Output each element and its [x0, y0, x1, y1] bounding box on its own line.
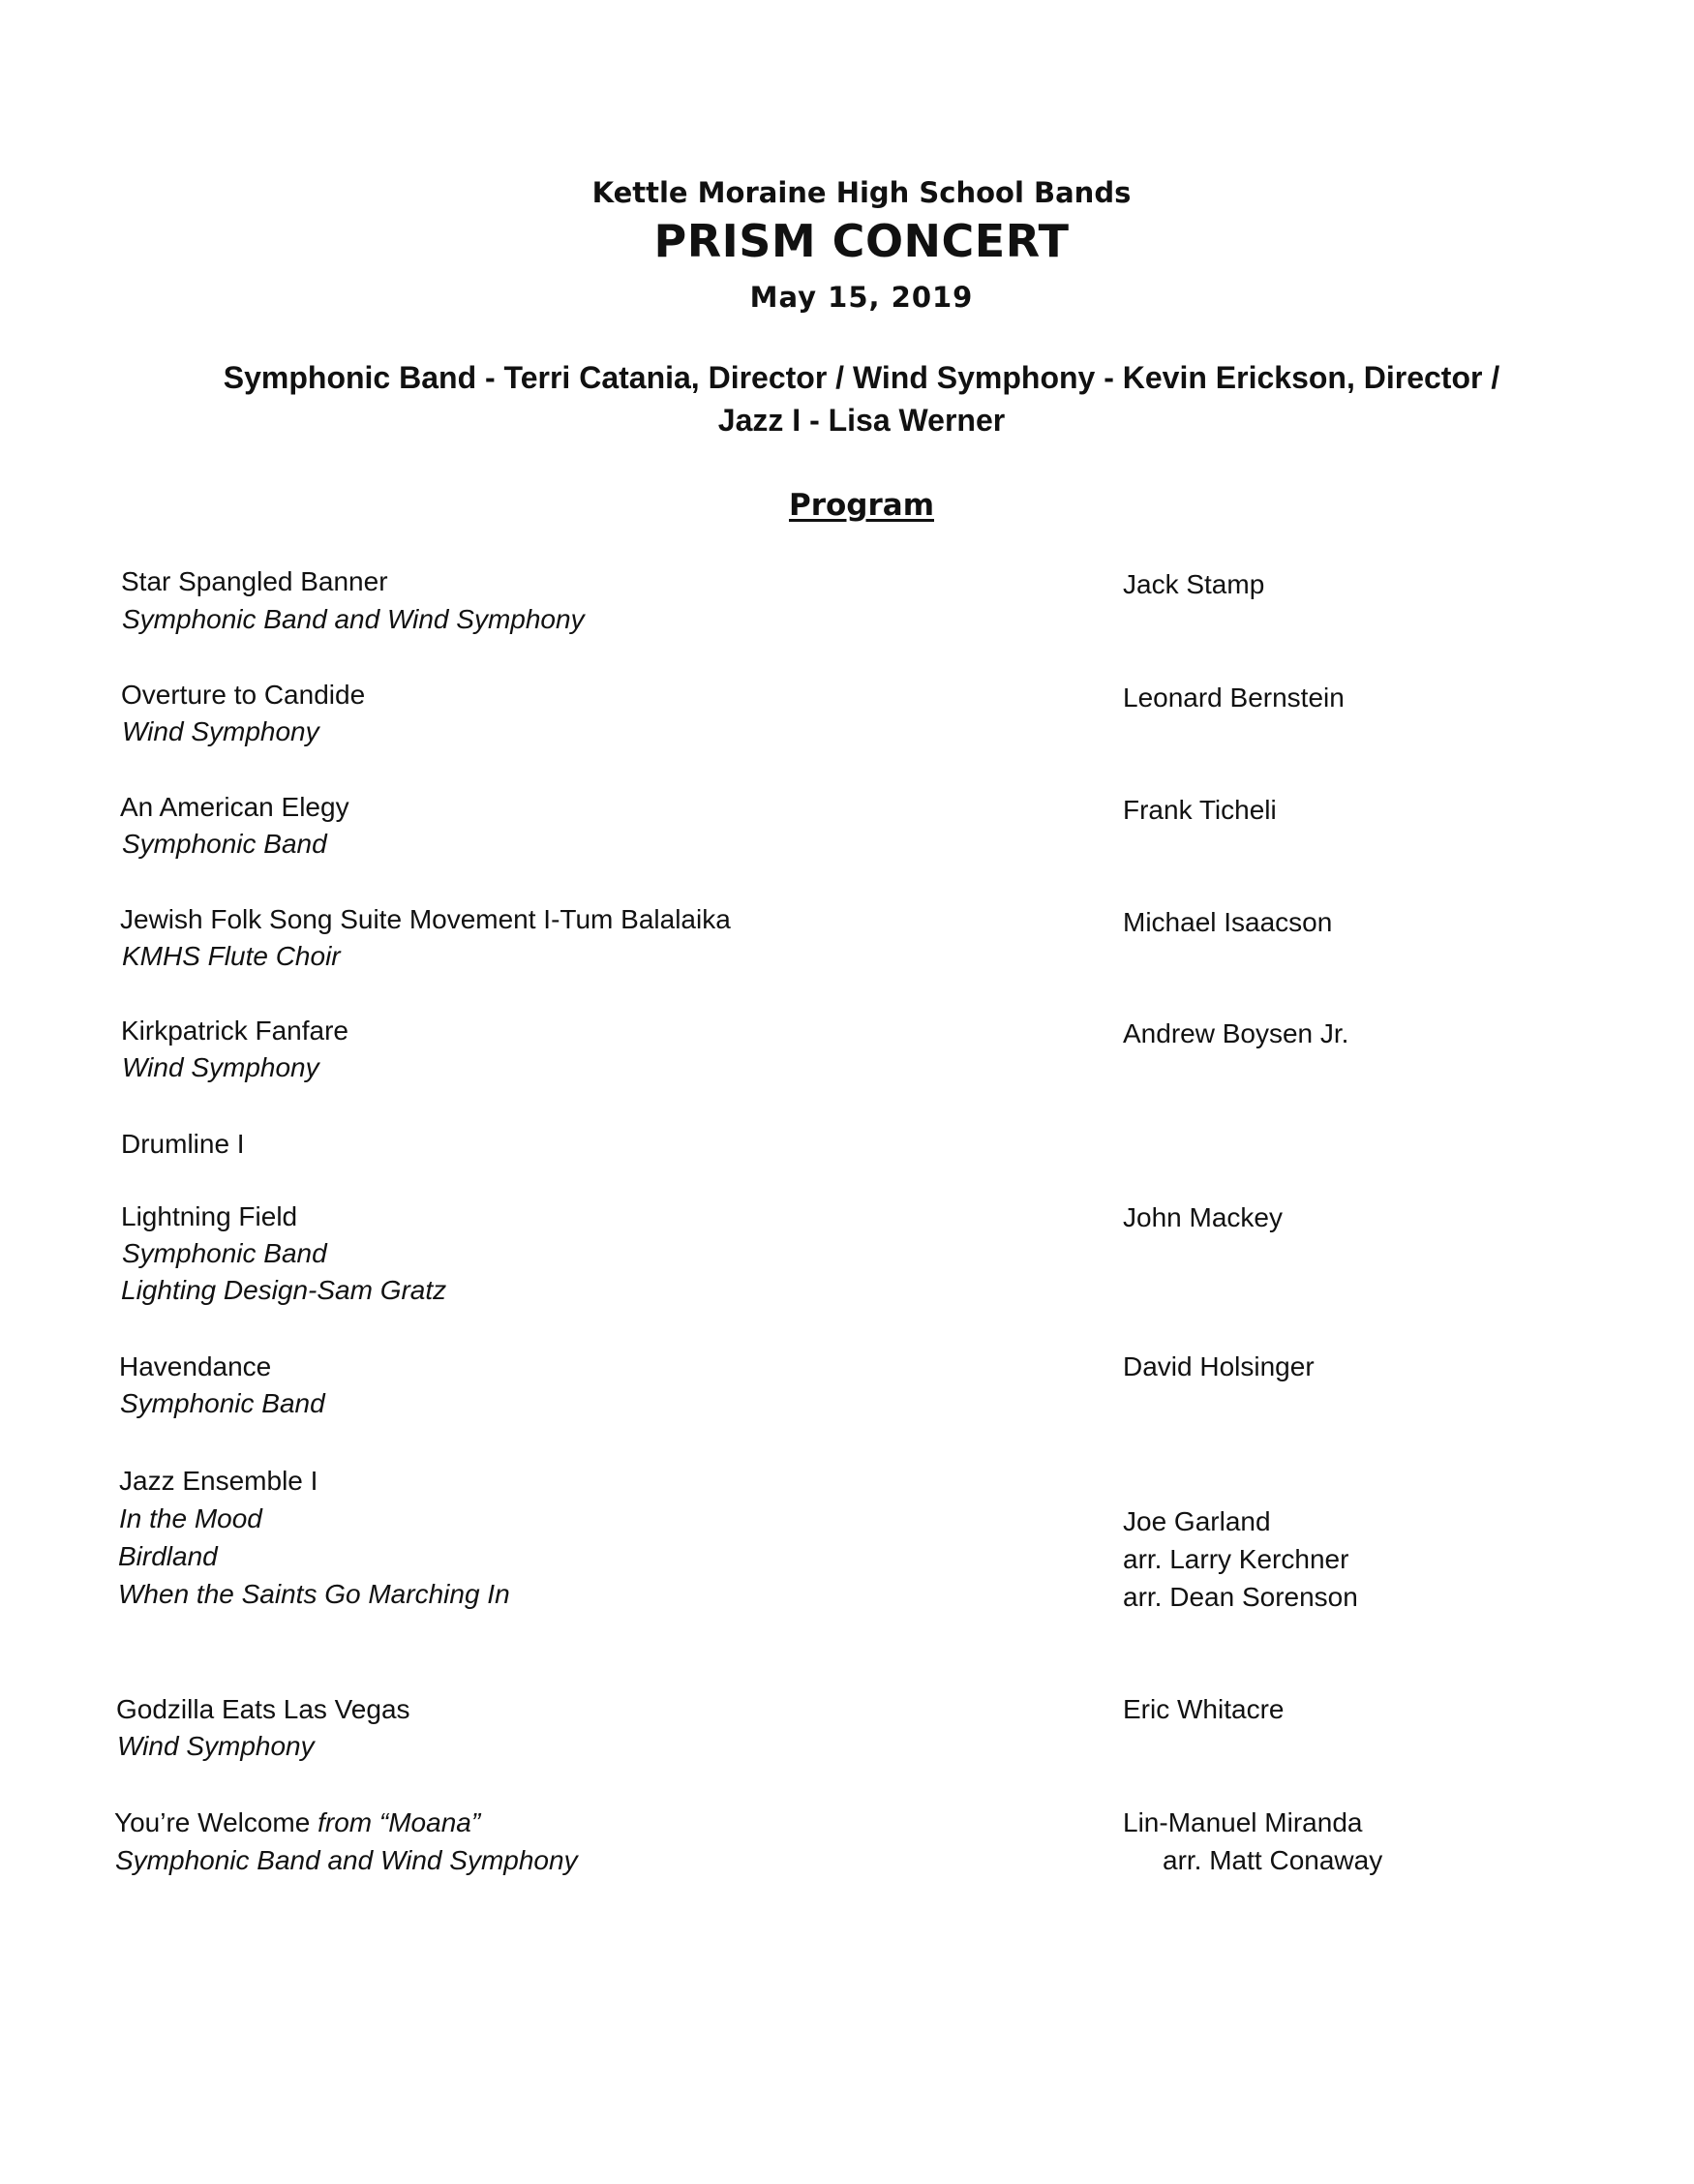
program-item-title: Star Spangled Banner	[121, 566, 388, 596]
program-item-performer: Wind Symphony	[122, 716, 319, 746]
program-item-title: Jewish Folk Song Suite Movement I-Tum Balalaika	[120, 904, 731, 934]
program-item-composer: David Holsinger	[1123, 1351, 1315, 1381]
program-piece-name: In the Mood	[119, 1503, 262, 1533]
program-item-performer: Symphonic Band	[120, 1388, 325, 1418]
program-item-performer: Symphonic Band and Wind Symphony	[115, 1845, 578, 1875]
program-item-title: An American Elegy	[120, 792, 349, 822]
program-item-title: Drumline I	[121, 1129, 245, 1159]
program-piece-name: When the Saints Go Marching In	[118, 1579, 510, 1609]
program-item-performer: Wind Symphony	[117, 1731, 315, 1761]
program-item-title-line	[114, 1807, 480, 1838]
program-item-composer: Jack Stamp	[1123, 569, 1265, 599]
program-item-composer: Andrew Boysen Jr.	[1123, 1018, 1349, 1048]
program-item-title: You’re Welcome	[114, 1807, 311, 1837]
program-item-composer: Michael Isaacson	[1123, 907, 1333, 937]
concert-date: May 15, 2019	[749, 281, 974, 314]
program-piece-composer: arr. Dean Sorenson	[1123, 1582, 1358, 1612]
program-item-title: Lightning Field	[121, 1201, 298, 1231]
program-item-composer: Leonard Bernstein	[1123, 682, 1345, 713]
directors-line-1: Symphonic Band - Terri Catania, Director / Wind Symphony - Kevin Erickson, Director /	[223, 360, 1500, 395]
program-item-title: Havendance	[119, 1351, 272, 1381]
program-piece-composer: Joe Garland	[1123, 1506, 1271, 1536]
program-item-performer: KMHS Flute Choir	[122, 941, 341, 971]
program-item-title: Overture to Candide	[121, 680, 366, 710]
concert-title: PRISM CONCERT	[653, 215, 1070, 267]
school-name: Kettle Moraine High School Bands	[591, 176, 1132, 209]
program-item-composer: Eric Whitacre	[1123, 1694, 1285, 1724]
program-item-performer: Symphonic Band	[122, 1238, 327, 1268]
program-piece-name: Birdland	[118, 1541, 218, 1571]
program-item-title-suffix: from “Moana”	[318, 1807, 481, 1837]
directors-line-2: Jazz I - Lisa Werner	[717, 403, 1006, 438]
program-item-performer: Wind Symphony	[122, 1052, 319, 1082]
program-item-arranger: arr. Matt Conaway	[1163, 1845, 1383, 1875]
program-heading: Program	[788, 488, 934, 523]
program-item-performer: Symphonic Band and Wind Symphony	[122, 604, 585, 634]
program-item-performer: Symphonic Band	[122, 829, 327, 859]
program-item-title: Godzilla Eats Las Vegas	[116, 1694, 410, 1724]
program-item-note: Lighting Design-Sam Gratz	[121, 1275, 447, 1305]
program-item-title: Kirkpatrick Fanfare	[121, 1016, 348, 1046]
program-item-composer: Frank Ticheli	[1123, 795, 1277, 825]
program-item-title: Jazz Ensemble I	[119, 1466, 318, 1496]
program-item-composer: Lin-Manuel Miranda	[1123, 1807, 1363, 1837]
program-piece-composer: arr. Larry Kerchner	[1123, 1544, 1349, 1574]
program-item-composer: John Mackey	[1123, 1202, 1283, 1232]
